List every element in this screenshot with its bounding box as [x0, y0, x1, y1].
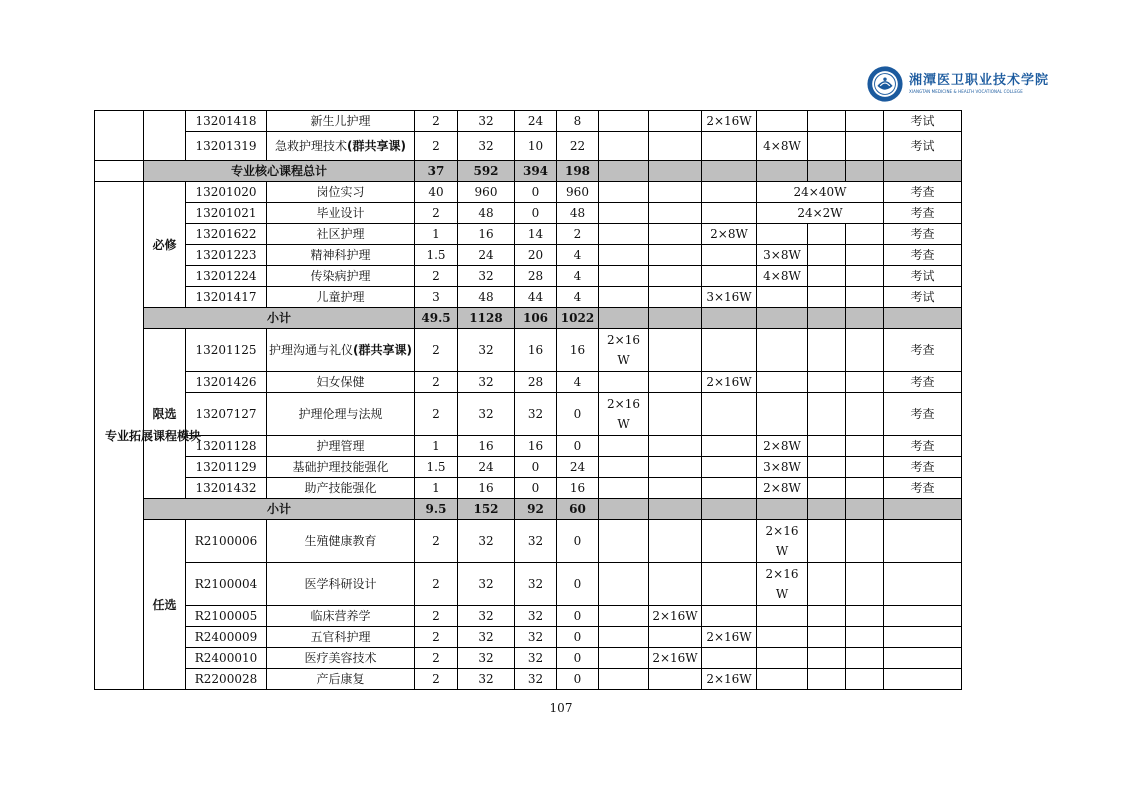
table-row [95, 245, 962, 266]
total-hours: 1128 [458, 308, 515, 329]
table-row [95, 224, 962, 245]
theory-hours: 32 [515, 563, 557, 606]
semester-4: 2×16 W [757, 520, 808, 563]
course-name: 急救护理技术(群共享课) [267, 132, 415, 161]
table-row [95, 606, 962, 627]
practice-hours: 0 [557, 669, 599, 690]
exam-type: 考试 [884, 111, 962, 132]
credit: 2 [415, 393, 458, 436]
theory-hours: 20 [515, 245, 557, 266]
course-code: R2100004 [186, 563, 267, 606]
practice-hours: 4 [557, 245, 599, 266]
course-name: 医学科研设计 [267, 563, 415, 606]
semester-4: 2×16 W [757, 563, 808, 606]
exam-type: 考查 [884, 478, 962, 499]
total-hours: 32 [458, 329, 515, 372]
practice-hours: 0 [557, 520, 599, 563]
theory-hours: 32 [515, 520, 557, 563]
credit: 37 [415, 161, 458, 182]
course-code: 13201432 [186, 478, 267, 499]
total-hours: 32 [458, 393, 515, 436]
exam-type: 考查 [884, 457, 962, 478]
theory-hours: 16 [515, 329, 557, 372]
group-label-required: 必修 [144, 182, 186, 308]
credit: 2 [415, 132, 458, 161]
table-row [95, 182, 962, 203]
total-hours: 48 [458, 287, 515, 308]
credit: 49.5 [415, 308, 458, 329]
college-seal-icon [866, 65, 904, 103]
group-label-limited: 限选 [144, 329, 186, 499]
practice-hours: 48 [557, 203, 599, 224]
course-name: 基础护理技能强化 [267, 457, 415, 478]
semester-5-6: 24×2W [757, 203, 884, 224]
course-code: 13201129 [186, 457, 267, 478]
course-code: R2200028 [186, 669, 267, 690]
type-cell-blank [144, 111, 186, 161]
exam-type: 考查 [884, 245, 962, 266]
theory-hours: 16 [515, 436, 557, 457]
credit: 2 [415, 563, 458, 606]
exam-type: 考查 [884, 329, 962, 372]
college-logo [866, 64, 1050, 104]
practice-hours: 198 [557, 161, 599, 182]
course-code: 13201021 [186, 203, 267, 224]
theory-hours: 92 [515, 499, 557, 520]
course-name: 社区护理 [267, 224, 415, 245]
theory-hours: 32 [515, 669, 557, 690]
course-name: 医疗美容技术 [267, 648, 415, 669]
table-row [95, 266, 962, 287]
practice-hours: 4 [557, 287, 599, 308]
theory-hours: 0 [515, 478, 557, 499]
practice-hours: 0 [557, 606, 599, 627]
course-code: 13201223 [186, 245, 267, 266]
practice-hours: 24 [557, 457, 599, 478]
course-name: 岗位实习 [267, 182, 415, 203]
total-hours: 32 [458, 606, 515, 627]
credit: 2 [415, 606, 458, 627]
theory-hours: 28 [515, 266, 557, 287]
theory-hours: 0 [515, 203, 557, 224]
total-hours: 32 [458, 648, 515, 669]
theory-hours: 0 [515, 182, 557, 203]
college-name-cn: 湘潭医卫职业技术学院 [909, 73, 1050, 88]
course-name: 护理伦理与法规 [267, 393, 415, 436]
table-row [95, 393, 962, 436]
course-name: 护理沟通与礼仪(群共享课) [267, 329, 415, 372]
credit: 1 [415, 478, 458, 499]
practice-hours: 0 [557, 648, 599, 669]
theory-hours: 10 [515, 132, 557, 161]
theory-hours: 394 [515, 161, 557, 182]
credit: 2 [415, 627, 458, 648]
semester-4: 3×8W [757, 457, 808, 478]
credit: 2 [415, 329, 458, 372]
total-hours: 24 [458, 245, 515, 266]
subtotal-row [95, 308, 962, 329]
module-cell-blank [95, 111, 144, 161]
credit: 3 [415, 287, 458, 308]
table-row [95, 478, 962, 499]
practice-hours: 4 [557, 266, 599, 287]
subtotal-row [95, 499, 962, 520]
course-name: 生殖健康教育 [267, 520, 415, 563]
total-hours: 16 [458, 224, 515, 245]
semester-2: 2×16W [649, 606, 702, 627]
practice-hours: 16 [557, 478, 599, 499]
theory-hours: 44 [515, 287, 557, 308]
theory-hours: 24 [515, 111, 557, 132]
theory-hours: 32 [515, 393, 557, 436]
course-name: 毕业设计 [267, 203, 415, 224]
page-number: 107 [549, 701, 573, 715]
table-row [95, 111, 962, 132]
college-name-en: XIANGTAN MEDICINE & HEALTH VOCATIONAL COLLEGE [909, 89, 1023, 94]
course-name: 五官科护理 [267, 627, 415, 648]
exam-type: 考查 [884, 224, 962, 245]
group-label-elective: 任选 [144, 520, 186, 690]
practice-hours: 960 [557, 182, 599, 203]
exam-type: 考查 [884, 203, 962, 224]
course-code: R2100005 [186, 606, 267, 627]
practice-hours: 0 [557, 627, 599, 648]
credit: 2 [415, 669, 458, 690]
course-code: 13201020 [186, 182, 267, 203]
practice-hours: 22 [557, 132, 599, 161]
total-hours: 32 [458, 520, 515, 563]
total-hours: 32 [458, 372, 515, 393]
course-name: 临床营养学 [267, 606, 415, 627]
credit: 1 [415, 224, 458, 245]
total-hours: 152 [458, 499, 515, 520]
table-row [95, 669, 962, 690]
course-code: 13201418 [186, 111, 267, 132]
exam-type: 考试 [884, 132, 962, 161]
total-hours: 32 [458, 266, 515, 287]
course-name: 新生儿护理 [267, 111, 415, 132]
total-hours: 32 [458, 669, 515, 690]
course-name: 产后康复 [267, 669, 415, 690]
practice-hours: 0 [557, 393, 599, 436]
semester-2: 2×16W [649, 648, 702, 669]
course-code: R2400010 [186, 648, 267, 669]
practice-hours: 1022 [557, 308, 599, 329]
course-name: 助产技能强化 [267, 478, 415, 499]
subtotal-label: 小计 [144, 308, 415, 329]
table-row [95, 648, 962, 669]
course-name: 护理管理 [267, 436, 415, 457]
practice-hours: 16 [557, 329, 599, 372]
semester-3: 2×8W [702, 224, 757, 245]
total-hours: 16 [458, 436, 515, 457]
course-code: 13201128 [186, 436, 267, 457]
table-row [95, 436, 962, 457]
total-hours: 32 [458, 132, 515, 161]
credit: 1.5 [415, 457, 458, 478]
credit: 2 [415, 520, 458, 563]
course-code: 13201426 [186, 372, 267, 393]
table-row [95, 520, 962, 563]
theory-hours: 14 [515, 224, 557, 245]
course-code: 13201417 [186, 287, 267, 308]
table-row [95, 329, 962, 372]
course-code: 13201319 [186, 132, 267, 161]
theory-hours: 106 [515, 308, 557, 329]
semester-3: 2×16W [702, 669, 757, 690]
total-hours: 48 [458, 203, 515, 224]
course-code: 13201224 [186, 266, 267, 287]
total-hours: 16 [458, 478, 515, 499]
curriculum-table [94, 110, 962, 690]
table-row [95, 372, 962, 393]
course-code: R2400009 [186, 627, 267, 648]
course-name: 儿童护理 [267, 287, 415, 308]
course-code: R2100006 [186, 520, 267, 563]
theory-hours: 0 [515, 457, 557, 478]
semester-1: 2×16 W [599, 393, 649, 436]
subtotal-label: 小计 [144, 499, 415, 520]
module-label: 专业拓展课程模块 [95, 182, 144, 690]
course-name: 精神科护理 [267, 245, 415, 266]
total-hours: 32 [458, 627, 515, 648]
total-hours: 24 [458, 457, 515, 478]
table-row [95, 457, 962, 478]
table-row [95, 132, 962, 161]
theory-hours: 32 [515, 627, 557, 648]
table-row [95, 627, 962, 648]
practice-hours: 4 [557, 372, 599, 393]
course-code: 13201622 [186, 224, 267, 245]
semester-4: 4×8W [757, 132, 808, 161]
credit: 2 [415, 203, 458, 224]
course-name: 传染病护理 [267, 266, 415, 287]
exam-type: 考查 [884, 393, 962, 436]
core-total-row [95, 161, 962, 182]
table-row [95, 563, 962, 606]
course-name: 妇女保健 [267, 372, 415, 393]
semester-4: 2×8W [757, 478, 808, 499]
course-code: 13207127 [186, 393, 267, 436]
total-hours: 32 [458, 563, 515, 606]
credit: 2 [415, 111, 458, 132]
semester-3: 2×16W [702, 111, 757, 132]
practice-hours: 8 [557, 111, 599, 132]
theory-hours: 28 [515, 372, 557, 393]
semester-4: 3×8W [757, 245, 808, 266]
theory-hours: 32 [515, 648, 557, 669]
credit: 2 [415, 648, 458, 669]
exam-type: 考试 [884, 287, 962, 308]
credit: 2 [415, 266, 458, 287]
semester-1: 2×16 W [599, 329, 649, 372]
exam-type: 考查 [884, 436, 962, 457]
practice-hours: 2 [557, 224, 599, 245]
semester-5-6: 24×40W [757, 182, 884, 203]
practice-hours: 0 [557, 436, 599, 457]
credit: 40 [415, 182, 458, 203]
table-row [95, 203, 962, 224]
course-code: 13201125 [186, 329, 267, 372]
practice-hours: 0 [557, 563, 599, 606]
semester-3: 2×16W [702, 627, 757, 648]
theory-hours: 32 [515, 606, 557, 627]
core-total-label: 专业核心课程总计 [144, 161, 415, 182]
semester-4: 2×8W [757, 436, 808, 457]
total-hours: 960 [458, 182, 515, 203]
credit: 9.5 [415, 499, 458, 520]
total-hours: 32 [458, 111, 515, 132]
exam-type: 考试 [884, 266, 962, 287]
total-hours: 592 [458, 161, 515, 182]
exam-type: 考查 [884, 372, 962, 393]
semester-4: 4×8W [757, 266, 808, 287]
semester-3: 3×16W [702, 287, 757, 308]
table-row [95, 287, 962, 308]
practice-hours: 60 [557, 499, 599, 520]
semester-3: 2×16W [702, 372, 757, 393]
credit: 1 [415, 436, 458, 457]
credit: 2 [415, 372, 458, 393]
exam-type: 考查 [884, 182, 962, 203]
credit: 1.5 [415, 245, 458, 266]
